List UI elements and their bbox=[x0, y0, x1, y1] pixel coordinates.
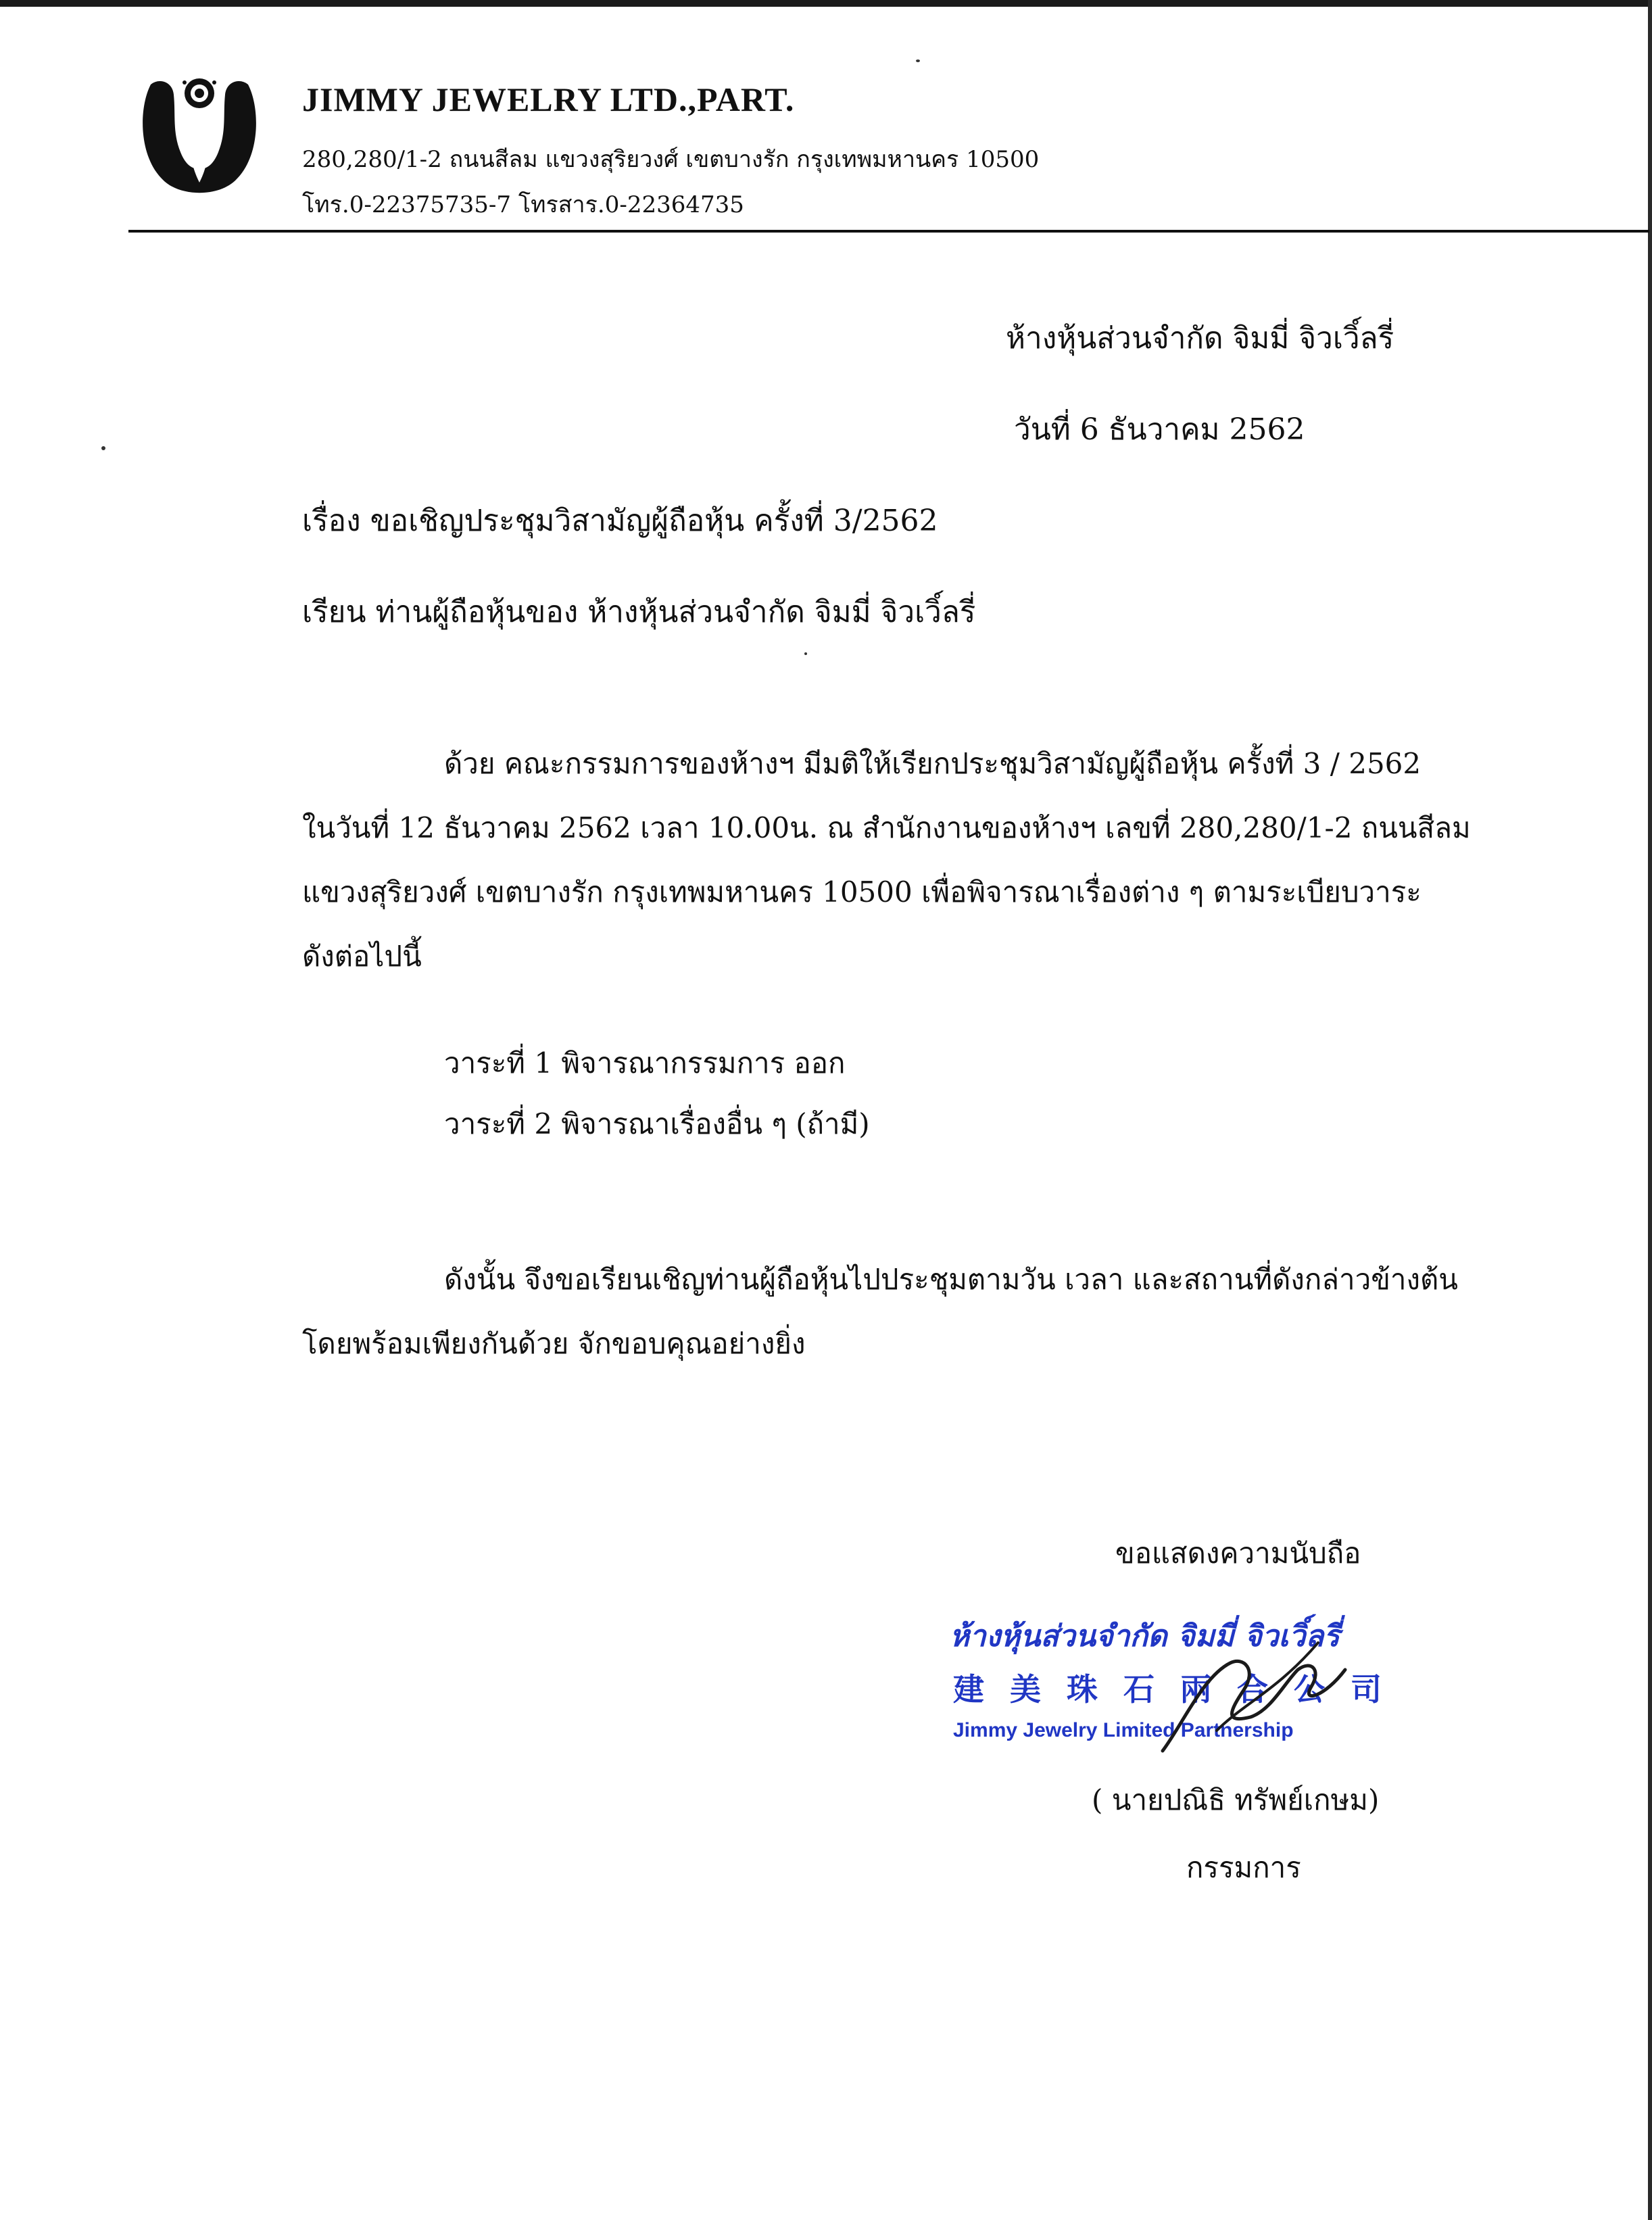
sender-name: ห้างหุ้นส่วนจำกัด จิมมี่ จิวเวิ์ลรี่ bbox=[1006, 321, 1394, 356]
letter-date: วันที่ 6 ธันวาคม 2562 bbox=[1014, 412, 1305, 447]
scan-speck bbox=[804, 652, 807, 655]
signer-name: ( นายปณิธิ ทรัพย์เกษม) bbox=[1092, 1783, 1380, 1816]
body-paragraph-1 bbox=[302, 731, 1472, 988]
scan-speck bbox=[101, 446, 105, 450]
body-paragraph-2 bbox=[302, 1247, 1472, 1376]
company-phone: โทร.0-22375735-7 โทรสาร.0-22364735 bbox=[302, 191, 744, 218]
paragraph-line: โดยพร้อมเพียงกันด้วย จักขอบคุณอย่างยิ่ง bbox=[302, 1327, 806, 1360]
handwritten-signature bbox=[1142, 1622, 1359, 1764]
paragraph-line: ด้วย คณะกรรมการของห้างฯ มีมติให้เรียกประชุมวิสามัญผู้ถือหุ้น ครั้งที่ 3 / 2562 bbox=[444, 747, 1422, 780]
scan-speck bbox=[916, 59, 920, 62]
agenda-item-2: วาระที่ 2 พิจารณาเรื่องอื่น ๆ (ถ้ามี) bbox=[444, 1107, 870, 1140]
company-logo bbox=[139, 68, 260, 203]
stamp-chinese-text: 建美珠石兩合公司 bbox=[953, 1671, 1407, 1708]
letter-subject: เรื่อง ขอเชิญประชุมวิสามัญผู้ถือหุ้น ครั้งที่ 3/2562 bbox=[302, 504, 938, 538]
company-address: 280,280/1-2 ถนนสีลม แขวงสุริยวงศ์ เขตบางรัก กรุงเทพมหานคร 10500 bbox=[302, 146, 1040, 173]
scan-edge-top bbox=[0, 0, 1652, 7]
letter-recipient: เรียน ท่านผู้ถือหุ้นของ ห้างหุ้นส่วนจำกัด จิมมี่ จิวเวิ์ลรี่ bbox=[302, 595, 976, 629]
closing-salutation: ขอแสดงความนับถือ bbox=[1115, 1537, 1361, 1570]
paragraph-line: ดังต่อไปนี้ bbox=[302, 940, 422, 973]
stamp-thai-text: ห้างหุ้นส่วนจำกัด จิมมี่ จิวเวิ์ลรี่ bbox=[950, 1619, 1340, 1654]
scan-edge-right bbox=[1648, 0, 1652, 2220]
header-divider bbox=[128, 230, 1649, 233]
stamp-english-text: Jimmy Jewelry Limited Partnership bbox=[953, 1719, 1294, 1741]
company-name: JIMMY JEWELRY LTD.,PART. bbox=[302, 80, 795, 118]
paragraph-line: ในวันที่ 12 ธันวาคม 2562 เวลา 10.00น. ณ สำนักงานของห้างฯ เลขที่ 280,280/1-2 ถนนสีลม bbox=[302, 811, 1471, 844]
signer-title: กรรมการ bbox=[1186, 1851, 1301, 1884]
paragraph-line: แขวงสุริยวงศ์ เขตบางรัก กรุงเทพมหานคร 10500 เพื่อพิจารณาเรื่องต่าง ๆ ตามระเบียบวาระ bbox=[302, 875, 1422, 909]
agenda-item-1: วาระที่ 1 พิจารณากรรมการ ออก bbox=[444, 1046, 846, 1080]
paragraph-line: ดังนั้น จึงขอเรียนเชิญท่านผู้ถือหุ้นไปประชุมตามวัน เวลา และสถานที่ดังกล่าวข้างต้น bbox=[444, 1263, 1459, 1296]
